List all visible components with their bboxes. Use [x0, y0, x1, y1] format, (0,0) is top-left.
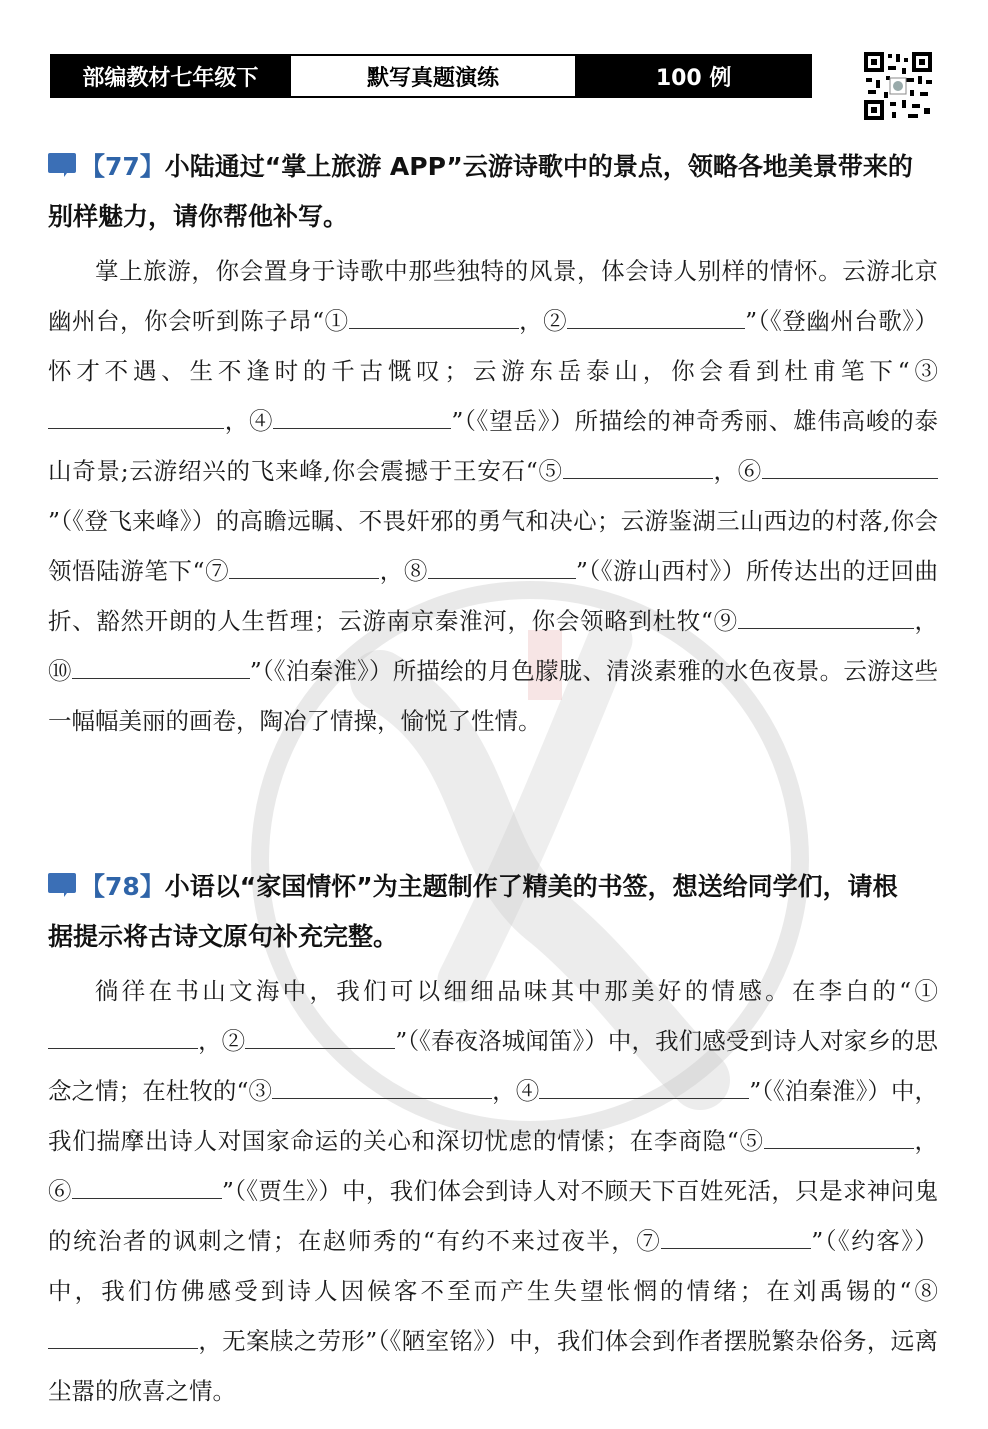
- passage-text: ，②: [198, 1027, 246, 1055]
- passage-text: 掌上旅游，你会置身于诗歌中那些独特的风景，体会诗人别样的情怀。云游北京幽州台，你会听到陈子昂“①: [48, 257, 938, 335]
- question-prompt-line1: 小语以“家国情怀”为主题制作了精美的书签，想送给同学们，请根: [164, 872, 898, 901]
- answer-blank-1[interactable]: [349, 306, 519, 329]
- answer-blank-5[interactable]: [563, 456, 713, 479]
- passage-text: ，⑩: [48, 607, 939, 685]
- header-count: 100 例: [577, 56, 810, 96]
- passage-text: ”（《登飞来峰》）的高瞻远瞩、不畏奸邪的勇气和决心；云游鉴湖三山西边的村落,你会领悟陆游笔下“⑦: [48, 507, 938, 585]
- answer-blank-1[interactable]: [48, 1026, 198, 1049]
- question-prompt-line2: 据提示将古诗文原句补充完整。: [48, 922, 399, 951]
- answer-blank-10[interactable]: [72, 656, 250, 679]
- passage-text: 徜徉在书山文海中，我们可以细细品味其中那美好的情感。在李白的“①: [95, 977, 938, 1005]
- header-title: 默写真题演练: [289, 56, 577, 96]
- passage-text: ”（《约客》）中，我们仿佛感受到诗人因候客不至而产生失望怅惘的情绪；在刘禹锡的“⑧: [48, 1227, 939, 1305]
- header-banner: [50, 54, 812, 98]
- passage-text: ，⑥: [712, 457, 762, 485]
- question-78-title: [48, 862, 938, 962]
- passage-text: ”（《贾生》）中，我们体会到诗人对不顾天下百姓死活，只是求神问鬼的统治者的讽刺之情；在赵师秀的“有约不来过夜半，⑦: [48, 1177, 939, 1255]
- passage-text: ”（《望岳》）所描绘的神奇秀丽、雄伟高峻的泰山奇景;云游绍兴的飞来峰,你会震撼于王安石“⑤: [48, 407, 938, 485]
- passage-text: ，④: [492, 1077, 540, 1105]
- answer-blank-2[interactable]: [245, 1026, 395, 1049]
- passage-text: ”（《泊秦淮》）所描绘的月色朦胧、清淡素雅的水色夜景。云游这些一幅幅美丽的画卷，陶冶了情操，愉悦了性情。: [48, 657, 938, 735]
- question-77-title: [48, 142, 938, 242]
- question-number: 【77】: [80, 152, 165, 181]
- answer-blank-9[interactable]: [738, 606, 914, 629]
- answer-blank-3[interactable]: [272, 1076, 492, 1099]
- answer-blank-8[interactable]: [428, 556, 576, 579]
- answer-blank-7[interactable]: [229, 556, 379, 579]
- answer-blank-8[interactable]: [48, 1326, 198, 1349]
- passage-text: ，无案牍之劳形”（《陋室铭》）中，我们体会到作者摆脱繁杂俗务，远离尘嚣的欣喜之情。: [48, 1327, 938, 1405]
- passage-text: ”（《游山西村》）所传达出的迂回曲折、豁然开朗的人生哲理；云游南京秦淮河，你会领略到杜牧“⑨: [48, 557, 939, 635]
- answer-blank-3[interactable]: [48, 406, 224, 429]
- header-grade-label: 部编教材七年级下: [52, 56, 289, 96]
- passage-text: ”（《泊秦淮》）中，我们揣摩出诗人对国家命运的关心和深切忧虑的情愫；在李商隐“⑤: [48, 1077, 939, 1155]
- passage-text: ”（《春夜洛城闻笛》）中，我们感受到诗人对家乡的思念之情；在杜牧的“③: [48, 1027, 938, 1105]
- answer-blank-4[interactable]: [539, 1076, 749, 1099]
- answer-blank-2[interactable]: [567, 306, 745, 329]
- bookmark-flag-icon: [48, 153, 76, 173]
- answer-blank-6[interactable]: [762, 456, 938, 479]
- passage-text: ，⑧: [379, 557, 428, 585]
- question-prompt-line1: 小陆通过“掌上旅游 APP”云游诗歌中的景点，领略各地美景带来的: [164, 152, 913, 181]
- answer-blank-7[interactable]: [661, 1226, 811, 1249]
- answer-blank-5[interactable]: [764, 1126, 914, 1149]
- question-78-passage: [48, 966, 938, 1416]
- answer-blank-6[interactable]: [72, 1176, 222, 1199]
- question-number: 【78】: [80, 872, 165, 901]
- question-77-passage: [48, 246, 938, 746]
- passage-text: ，⑥: [48, 1127, 939, 1205]
- passage-text: ，④: [224, 407, 274, 435]
- question-prompt-line2: 别样魅力，请你帮他补写。: [48, 202, 349, 231]
- bookmark-flag-icon: [48, 873, 76, 893]
- passage-text: ”（《登幽州台歌》）怀才不遇、生不逢时的千古慨叹；云游东岳泰山，你会看到杜甫笔下“③: [48, 307, 939, 385]
- answer-blank-4[interactable]: [273, 406, 451, 429]
- qr-code-icon: [862, 50, 934, 122]
- passage-text: ，②: [518, 307, 568, 335]
